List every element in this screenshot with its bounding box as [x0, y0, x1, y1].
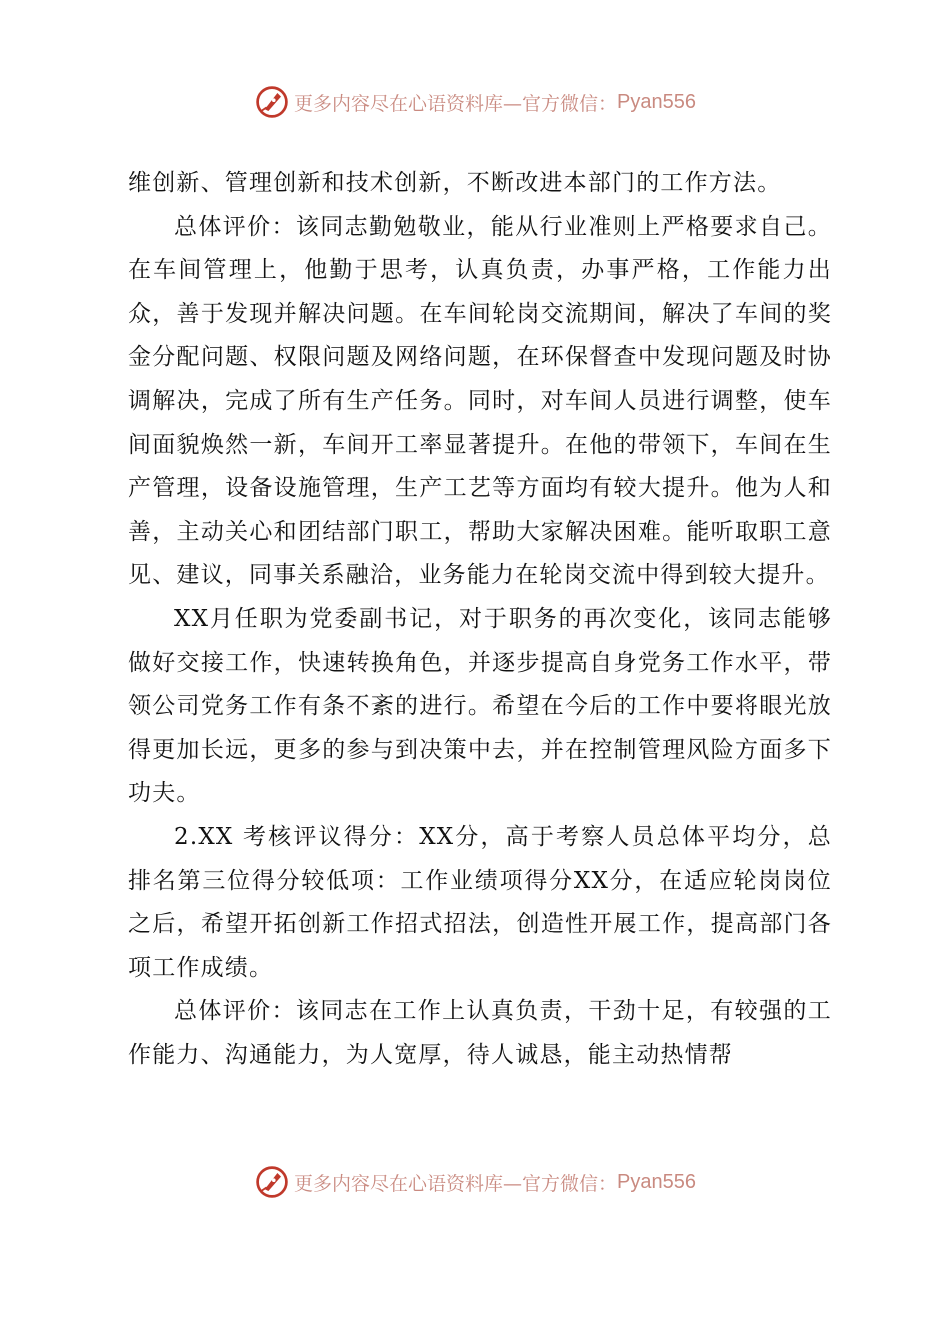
banner-text: 更多内容尽在心语资料库—官方微信：	[294, 92, 618, 115]
paragraph-1: 维创新、管理创新和技术创新，不断改进本部门的工作方法。	[128, 170, 782, 196]
pen-nib-logo-icon	[254, 84, 290, 120]
header-banner	[0, 80, 950, 124]
footer-banner	[0, 1160, 950, 1204]
paragraph-2: 总体评价：该同志勤勉敬业，能从行业准则上严格要求自己。在车间管理上，他勤于思考，认真负责，办事严格，工作能力出众，善于发现并解决问题。在车间轮岗交流期间，解决了车间的奖金分配问题、权限问题及网络问题，在环保督查中发现问题及时协调解决，完成了所有生产任务。同时，对车间人员进行调整，使车间面貌焕然一新，车间开工率显著提升。在他的带领下，车间在生产管理，设备设施管理，生产工艺等方面均有较大提升。他为人和善，主动关心和团结部门职工，帮助大家解决困难。能听取职工意见、建议，同事关系融洽，业务能力在轮岗交流中得到较大提升。	[128, 213, 832, 589]
document-body	[128, 162, 832, 1077]
paragraph-4: 2.XX 考核评议得分：XX分，高于考察人员总体平均分，总排名第三位得分较低项：工作业绩项得分XX分，在适应轮岗岗位之后，希望开拓创新工作招式招法，创造性开展工作，提高部门各项工作成绩。	[128, 823, 832, 981]
pen-nib-logo-icon	[254, 1164, 290, 1200]
banner-wechat-id: Pyan556	[617, 1170, 696, 1193]
paragraph-3: XX月任职为党委副书记，对于职务的再次变化，该同志能够做好交接工作，快速转换角色，并逐步提高自身党务工作水平，带领公司党务工作有条不紊的进行。希望在今后的工作中要将眼光放得更加长远，更多的参与到决策中去，并在控制管理风险方面多下功夫。	[128, 605, 832, 807]
banner-wechat-id: Pyan556	[617, 90, 696, 113]
paragraph-5: 总体评价：该同志在工作上认真负责，干劲十足，有较强的工作能力、沟通能力，为人宽厚，待人诚恳，能主动热情帮	[128, 998, 832, 1068]
banner-text: 更多内容尽在心语资料库—官方微信：	[294, 1172, 618, 1195]
